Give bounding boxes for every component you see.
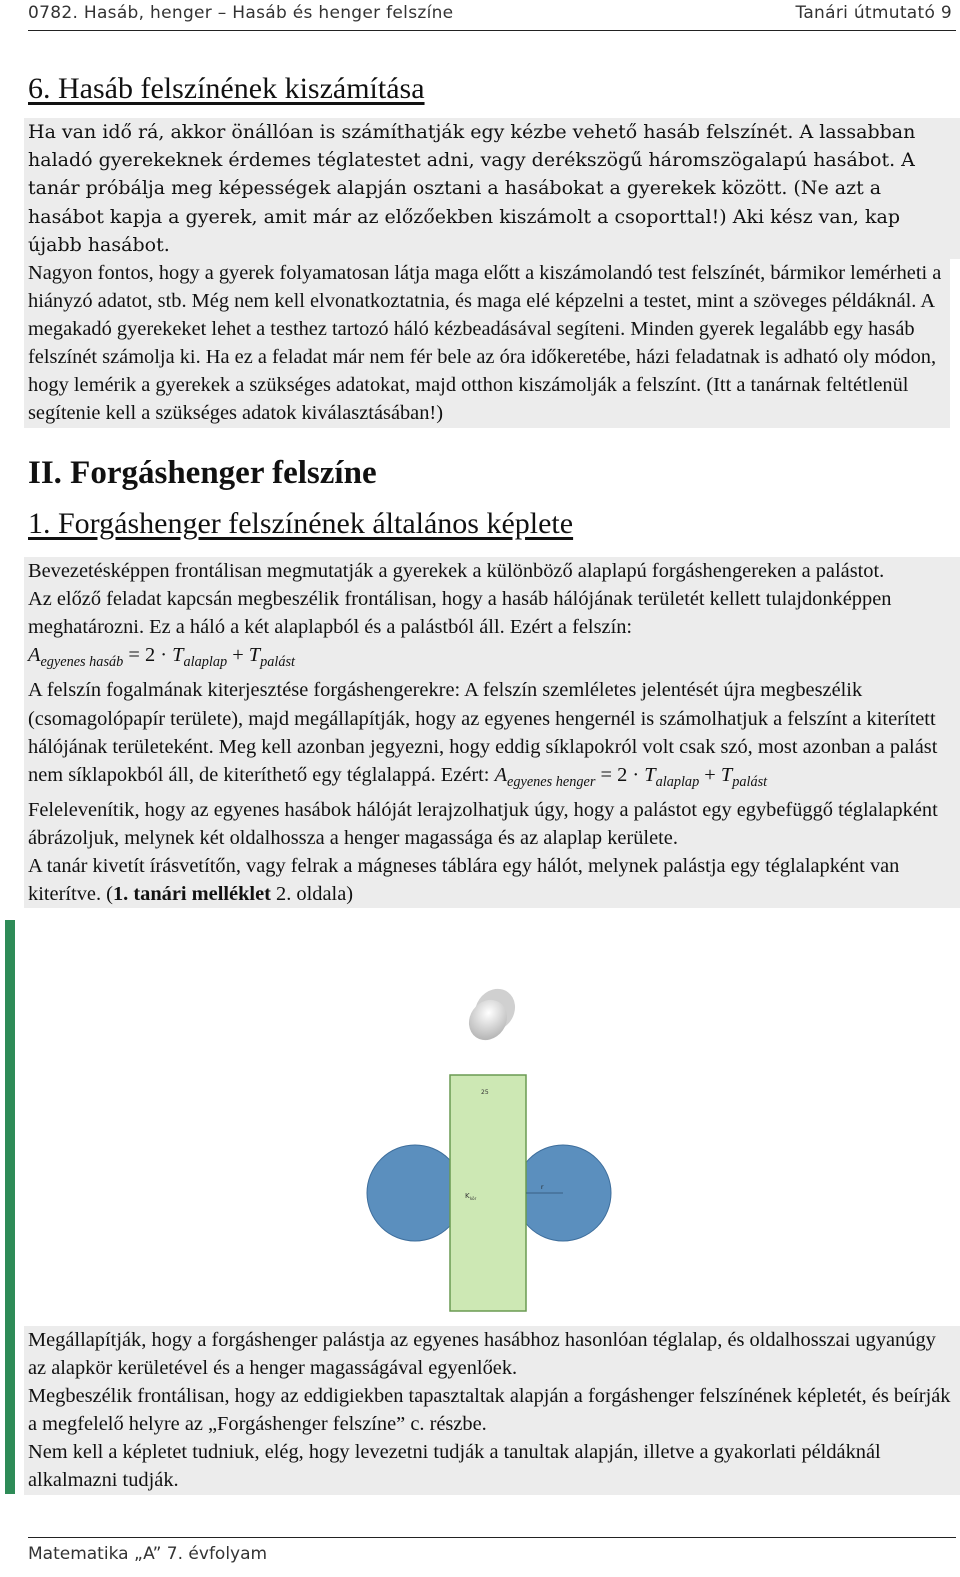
section-1-p1: Bevezetésképpen frontálisan megmutatják a gyerekek a különböző alaplapú forgáshengereken a palástot.: [28, 560, 885, 582]
section-6-title: 6. Hasáb felszínének kiszámítása: [28, 72, 425, 105]
section-1-p2: Az előző feladat kapcsán megbeszélik frontálisan, hogy a hasáb hálójának területét kellett tulajdonképpen meghatározni. Ez a háló a két alaplapból és a palástból áll. Ezért a felszín:: [28, 588, 892, 639]
cylinder-net-drawing: [363, 980, 615, 1322]
section-1-block-bottom: [24, 1326, 960, 1495]
footer-text: Matematika „A” 7. évfolyam: [28, 1544, 268, 1564]
section-6-paragraph-b-wrap: [24, 259, 950, 428]
page-header: [28, 0, 956, 31]
section-1-p5: A tanár kivetít írásvetítőn, vagy felrak a mágneses táblára egy hálót, melynek palástja egy téglalapként van kiterítve. (1. tanári melléklet 2. oldala): [28, 855, 900, 906]
cylinder-thumbnail: [461, 981, 523, 1047]
section-1-p6: Megállapítják, hogy a forgáshenger palástja az egyenes hasábhoz hasonlóan téglalap, és oldalhosszai ugyanúgy az alapkör kerületével és a henger magasságával egyenlőek.: [28, 1329, 936, 1380]
header-page-info: Tanári útmutató 9: [795, 3, 952, 23]
chapter-2-title: II. Forgáshenger felszíne: [28, 455, 377, 491]
cylinder-net-figure: [363, 980, 615, 1322]
section-1-block-top: [24, 557, 960, 908]
section-1-title: 1. Forgáshenger felszínének általános képlete: [28, 507, 574, 540]
lateral-rectangle: [450, 1075, 526, 1311]
section-6-block: [24, 118, 960, 259]
accent-bar: [5, 920, 15, 1494]
section-1-p4: Felelevenítik, hogy az egyenes hasábok hálóját lerajzolhatjuk úgy, hogy a palástot egy egybefüggő téglalapként ábrázoljuk, melynek két oldalhossza a henger magassága és az alaplap kerülete.: [28, 798, 938, 849]
section-1-p3: A felszín fogalmának kiterjesztése forgáshengerekre: A felszín szemléletes jelentését újra megbeszélik (csomagolópapír területe), majd megállapítják, hogy az egyenes hengernél is számolhatjuk a felszínt a kiterített hálójának területeként. Meg kell azonban jegyezni, hogy eddig síklapokról volt csak szó, most azonban a palást nem síklapokból áll, de kiteríthető egy téglalappá. Ezért: $A_{egyenes henger} = 2 \cdot T_{alaplap} + T_{palást}$: [28, 679, 938, 790]
page-footer: [28, 1537, 956, 1564]
section-6-paragraph-b: Nagyon fontos, hogy a gyerek folyamatosan látja maga előtt a kiszámolandó test felszínét, bármikor lemérheti a hiányzó adatot, stb. Még nem kell elvonatkoztatnia, és maga elé képzelni a testet, mint a szöveges példáknál. A megakadó gyerekeket lehet a testhez tartozó háló kézbeadásával segíteni. Minden gyerek legalább egy hasáb felszínét számolja ki. Ha ez a feladat már nem fér bele az óra időkeretébe, házi feladatnak is adható oly módon, hogy lemérik a gyerekek a szükséges adatokat, majd otthon kiszámolják a felszínt. (Itt a tanárnak feltétlenül segítenie kell a szükséges adatok kiválasztásában!): [28, 262, 942, 425]
formula-prism: $A_{egyenes hasáb} = 2 \cdot T_{alaplap} + T_{palást}$: [28, 644, 296, 671]
net-side-label-sub: kör: [470, 1196, 477, 1201]
net-side-label: K: [465, 1192, 470, 1200]
net-radius-label: r: [541, 1184, 544, 1191]
section-1-p7: Megbeszélik frontálisan, hogy az eddigiekben tapasztaltak alapján a forgáshenger felszínének képletét, és beírják a megfelelő helyre az „Forgáshenger felszíne” c. részbe.: [28, 1385, 951, 1436]
header-left: 0782. Hasáb, henger – Hasáb és henger felszíne: [28, 3, 454, 23]
section-1-p8: Nem kell a képletet tudniuk, elég, hogy levezetni tudják a tanultak alapján, illetve a gyakorlati példáknál alkalmazni tudják.: [28, 1441, 881, 1492]
net-top-label: 25: [481, 1089, 489, 1096]
base-circle-left: [367, 1145, 463, 1241]
section-6-paragraph-a: Ha van idő rá, akkor önállóan is számíthatják egy kézbe vehető hasáb felszínét. A lassabban haladó gyerekeknek érdemes téglatestet adni, vagy derékszögű háromszögalapú hasábot. A tanár próbálja meg képességek alapján osztani a hasábokat a gyerekek között. (Ne azt a hasábot kapja a gyerek, amit már az előzőekben kiszámolt a csoporttal!) Aki kész van, kap újabb hasábot.: [28, 121, 916, 256]
